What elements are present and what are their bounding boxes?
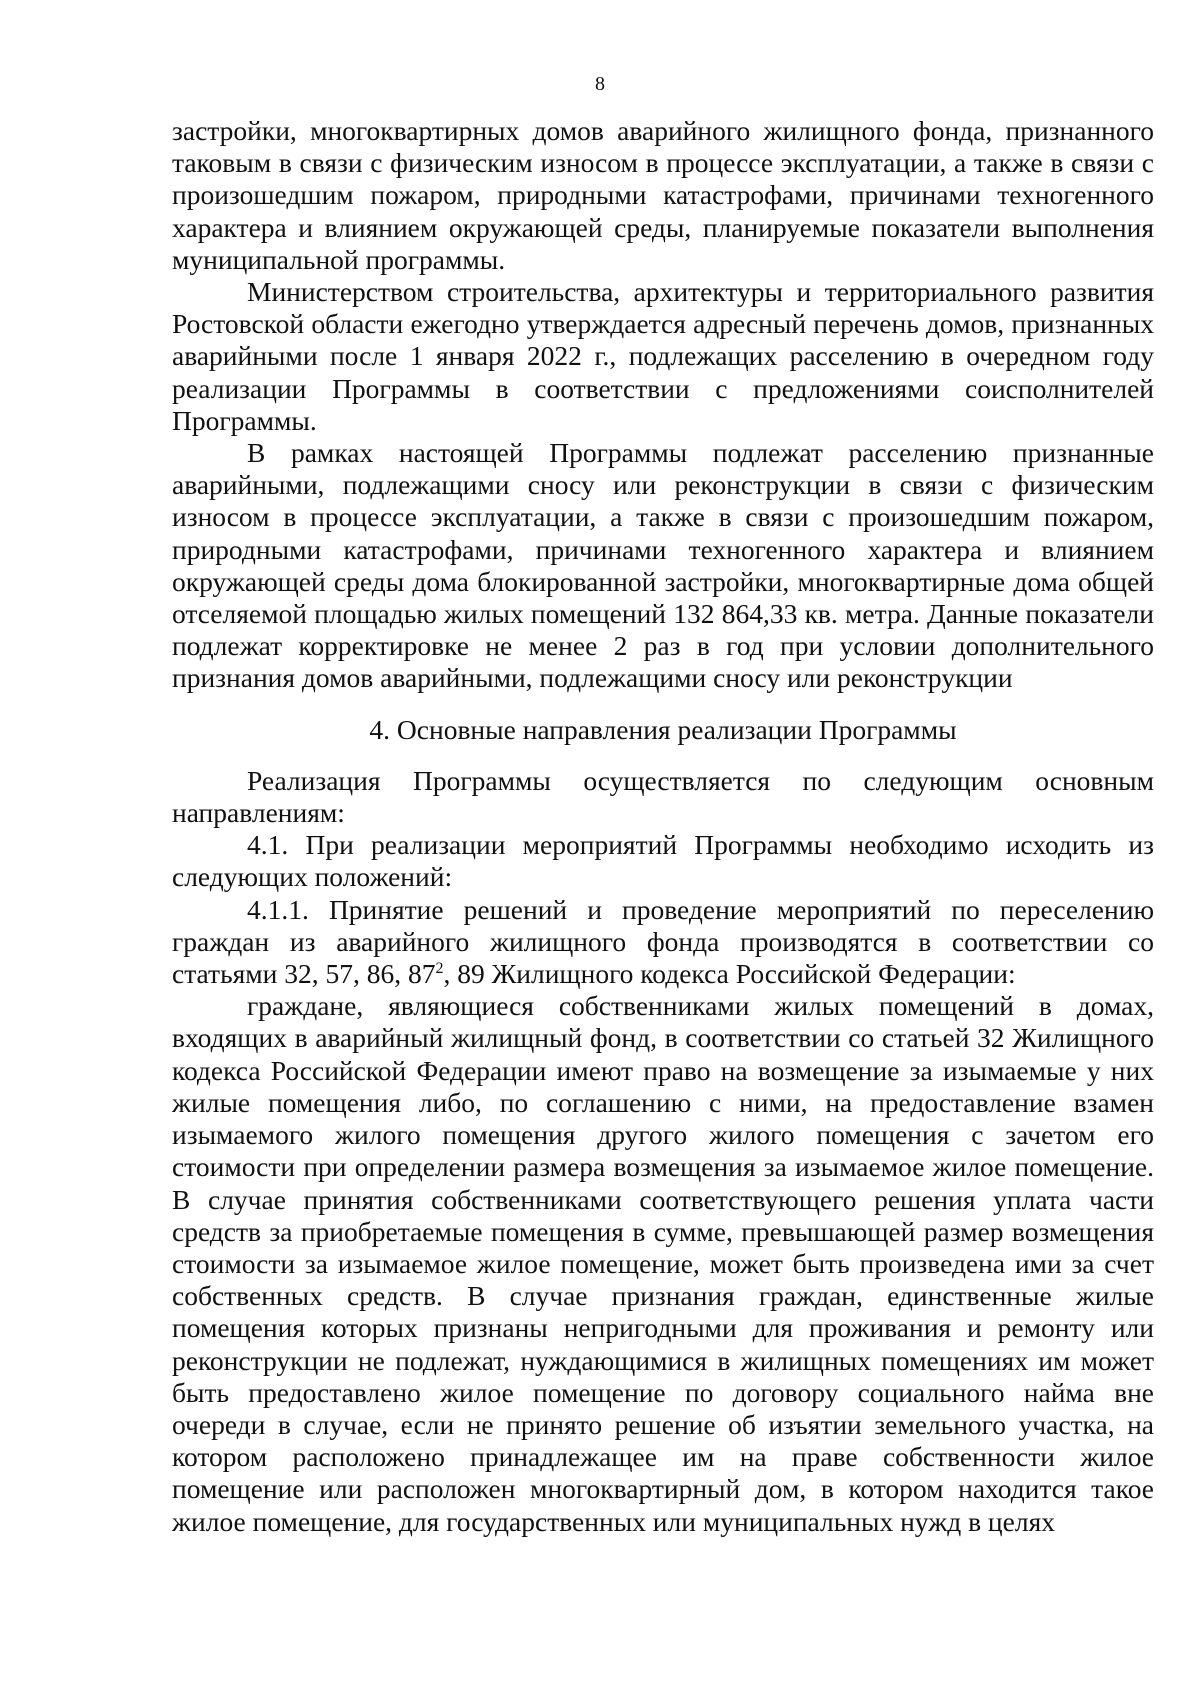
paragraph-4-1-1-text: 4.1.1. Принятие решений и проведение мероприятий по переселению граждан из аварийного жилищного фонда производятся в соответствии со статьями 32, 57, 86, 87 — [172, 893, 1154, 990]
paragraph-4-1-1 — [172, 894, 1154, 991]
article-superscript: 2 — [435, 959, 444, 977]
paragraph-program-scope: В рамках настоящей Программы подлежат расселению признанные аварийными, подлежащими сносу или реконструкции в связи с физическим износом в процессе эксплуатации, а также в связи с произошедшим пожаром, природными катастрофами, причинами техногенного характера и влиянием окружающей среды дома блокированной застройки, многоквартирные дома общей отселяемой площадью жилых помещений 132 864,33 кв. метра. Данные показатели подлежат корректировке не менее 2 раз в год при условии дополнительного признания домов аварийными, подлежащими сносу или реконструкции — [172, 437, 1154, 694]
paragraph-continuation: застройки, многоквартирных домов аварийного жилищного фонда, признанного таковым в связи с физическим износом в процессе эксплуатации, а также в связи с произошедшим пожаром, природными катастрофами, причинами техногенного характера и влиянием окружающей среды, планируемые показатели выполнения муниципальной программы. — [172, 115, 1154, 275]
paragraph-directions-intro: Реализация Программы осуществляется по следующим основным направлениям: — [172, 764, 1154, 829]
paragraph-ministry-list: Министерством строительства, архитектуры и территориального развития Ростовской области ежегодно утверждается адресный перечень домов, признанных аварийными после 1 января 2022 г., подлежащих расселению в очередном году реализации Программы в соответствии с предложениями соисполнителей Программы. — [172, 276, 1154, 436]
page-number: 8 — [595, 73, 605, 95]
paragraph-4-1-1-tail: , 89 Жилищного кодекса Российской Федерации: — [443, 958, 1016, 990]
paragraph-owners-rights: граждане, являющиеся собственниками жилых помещений в домах, входящих в аварийный жилищный фонд, в соответствии со статьей 32 Жилищного кодекса Российской Федерации имеют право на возмещение за изымаемые у них жилые помещения либо, по соглашению с ними, на предоставление взамен изымаемого жилого помещения другого жилого помещения с зачетом его стоимости при определении размера возмещения за изымаемое жилое помещение. В случае принятия собственниками соответствующего решения уплата части средств за приобретаемые помещения в сумме, превышающей размер возмещения стоимости за изымаемое жилое помещение, может быть произведена ими за счет собственных средств. В случае признания граждан, единственные жилые помещения которых признаны непригодными для проживания и ремонту или реконструкции не подлежат, нуждающимися в жилищных помещениях им может быть предоставлено жилое помещение по договору социального найма вне очереди в случае, если не принято решение об изъятии земельного участка, на котором расположено принадлежащее им на праве собственности жилое помещение или расположен многоквартирный дом, в котором находится такое жилое помещение, для государственных или муниципальных нужд в целях — [172, 990, 1154, 1537]
paragraph-4-1: 4.1. При реализации мероприятий Программы необходимо исходить из следующих положений: — [172, 829, 1154, 893]
section-heading: 4. Основные направления реализации Программы — [369, 713, 957, 745]
document-body — [172, 115, 1154, 1538]
